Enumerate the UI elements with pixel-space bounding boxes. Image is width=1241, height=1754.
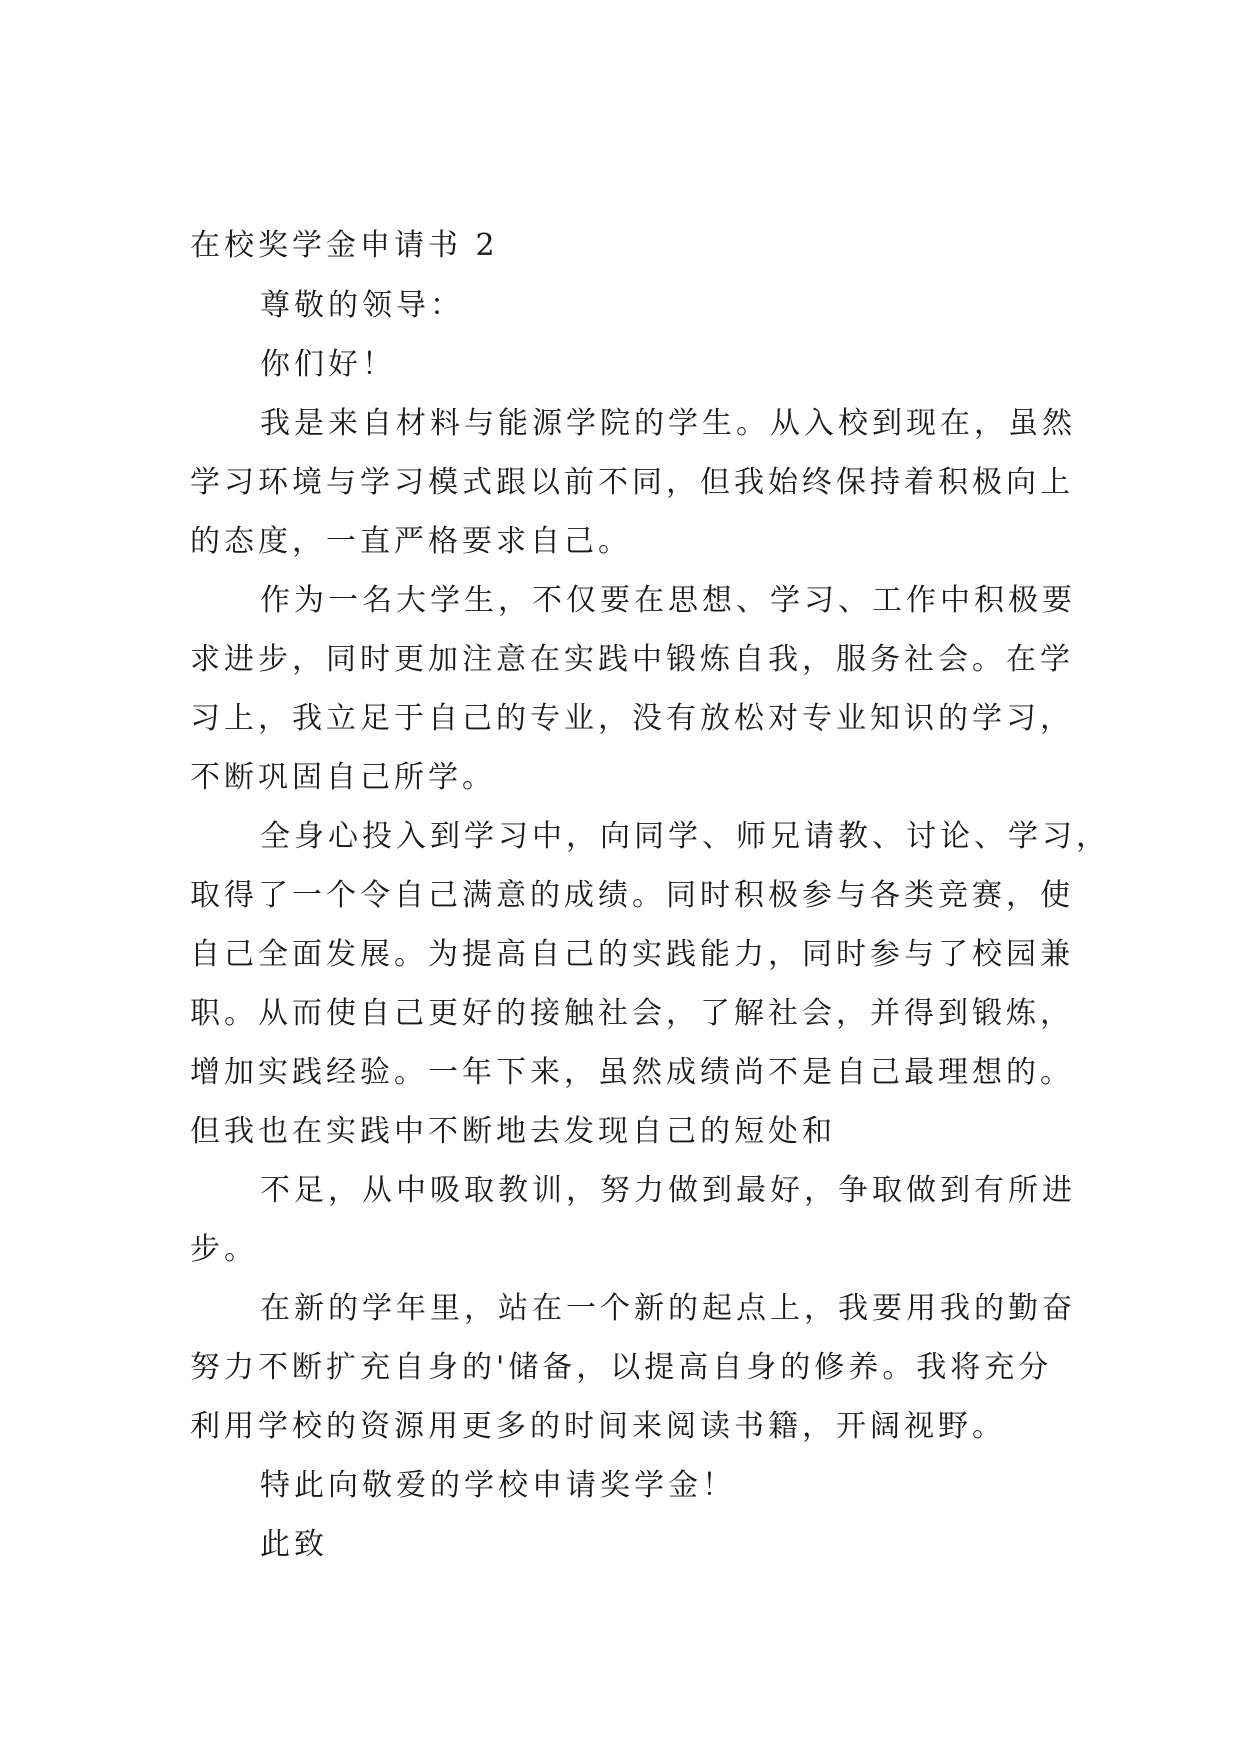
text-line: 在新的学年里，站在一个新的起点上，我要用我的勤奋 [260, 1291, 1076, 1326]
text-line: 的态度，一直严格要求自己。 [190, 524, 632, 559]
closing-salute [190, 1515, 1058, 1574]
text-line: 此致 [260, 1527, 328, 1562]
text-line: 求进步，同时更加注意在实践中锻炼自我，服务社会。在学 [190, 642, 1074, 677]
text-line: 我是来自材料与能源学院的学生。从入校到现在，虽然 [260, 406, 1076, 441]
text-line: 努力不断扩充自身的'储备，以提高自身的修养。我将充分 [190, 1350, 1053, 1385]
body-paragraph [190, 394, 1076, 571]
document-body [190, 216, 1110, 1574]
text-line: 尊敬的领导： [260, 288, 464, 323]
body-paragraph [190, 571, 1076, 807]
text-line: 但我也在实践中不断地去发现自己的短处和 [190, 1114, 836, 1149]
text-line: 习上，我立足于自己的专业，没有放松对专业知识的学习， [190, 701, 1074, 736]
greeting [190, 335, 1058, 394]
text-line: 利用学校的资源用更多的时间来阅读书籍，开阔视野。 [190, 1409, 1006, 1444]
text-line: 特此向敬爱的学校申请奖学金！ [260, 1468, 736, 1503]
text-line: 你们好！ [260, 347, 396, 382]
body-paragraph [190, 1279, 1076, 1456]
document-title: 在校奖学金申请书 2 [190, 228, 499, 263]
text-line: 增加实践经验。一年下来，虽然成绩尚不是自己最理想的。 [190, 1055, 1074, 1090]
text-line: 不足，从中吸取教训，努力做到最好，争取做到有所进 [260, 1173, 1076, 1208]
text-line: 全身心投入到学习中，向同学、师兄请教、讨论、学习， [260, 819, 1110, 854]
text-line: 职。从而使自己更好的接触社会，了解社会，并得到锻炼， [190, 996, 1074, 1031]
text-line: 学习环境与学习模式跟以前不同，但我始终保持着积极向上 [190, 465, 1074, 500]
body-paragraph [190, 1161, 1076, 1279]
text-line: 取得了一个令自己满意的成绩。同时积极参与各类竞赛，使 [190, 878, 1074, 913]
text-line: 步。 [190, 1232, 258, 1267]
text-line: 作为一名大学生，不仅要在思想、学习、工作中积极要 [260, 583, 1076, 618]
body-paragraph [190, 807, 1110, 1161]
closing-request [190, 1456, 1058, 1515]
text-line: 不断巩固自己所学。 [190, 760, 496, 795]
text-line: 自己全面发展。为提高自己的实践能力，同时参与了校园兼 [190, 937, 1074, 972]
salutation [190, 276, 1058, 335]
